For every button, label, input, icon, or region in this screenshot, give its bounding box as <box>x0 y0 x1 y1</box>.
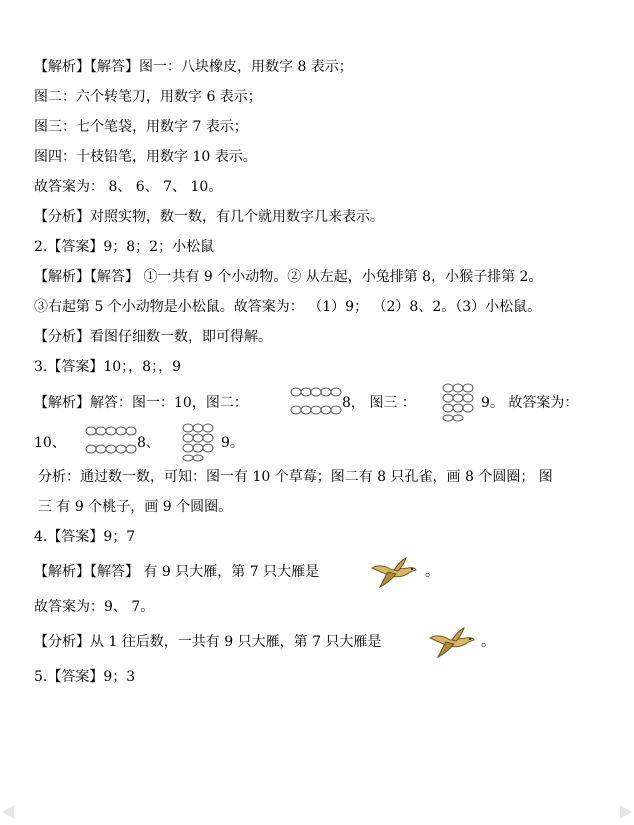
text-line: 4.【答案】9；7 <box>34 529 136 545</box>
text-line: 图四：十枝铅笔，用数字 10 表示。 <box>34 149 257 165</box>
text-line: 10、 <box>34 435 66 451</box>
text-line: 9。 <box>221 435 244 451</box>
flying-goose-icon <box>426 626 476 662</box>
prev-page-arrow-icon[interactable] <box>2 805 14 819</box>
text-line: 三 有 9 个桃子，画 9 个圆圈。 <box>38 499 233 515</box>
circle-group-icon <box>290 385 342 419</box>
text-line: 故答案为：9、 7。 <box>34 599 155 615</box>
text-line: 【分析】看图仔细数一数，即可得解。 <box>34 329 272 345</box>
text-line: 图二：六个转笔刀，用数字 6 表示； <box>34 89 262 105</box>
circle-group-icon <box>85 424 137 458</box>
circle-group-icon <box>442 382 476 422</box>
text-line: 8、 <box>137 435 160 451</box>
text-line: 5.【答案】9；3 <box>34 669 136 685</box>
text-line: 图三：七个笔袋，用数字 7 表示； <box>34 119 248 135</box>
text-line: 【分析】从 1 往后数，一共有 9 只大雁，第 7 只大雁是 <box>34 634 382 650</box>
text-line: 【解析】【解答】 ①一共有 9 个小动物。② 从左起，小兔排第 8，小猴子排第 2。 <box>34 269 543 285</box>
text-line: 8， 图三 ： <box>342 395 416 411</box>
text-line: ③右起第 5 个小动物是小松鼠。故答案为： （1）9； （2）8、2。（3）小松鼠。 <box>34 299 542 315</box>
next-page-arrow-icon[interactable] <box>620 805 632 819</box>
text-line: 【解析】【解答】 有 9 只大雁，第 7 只大雁是 <box>34 564 320 580</box>
text-line: 。 <box>425 564 439 580</box>
text-line: 【分析】对照实物，数一数，有几个就用数字几来表示。 <box>34 209 384 225</box>
text-line: 2.【答案】9；8；2；小松鼠 <box>34 239 215 255</box>
text-line: 3.【答案】10；，8；，9 <box>34 359 181 375</box>
circle-group-icon <box>182 422 216 462</box>
text-line: 9。 故答案为： <box>481 395 579 411</box>
text-line: 。 <box>481 634 495 650</box>
flying-goose-icon <box>368 556 418 592</box>
text-line: 【解析】【解答】图一：八块橡皮，用数字 8 表示； <box>34 59 353 75</box>
text-line: 故答案为： 8、 6、 7、 10。 <box>34 179 223 195</box>
text-line: 分析：通过数一数，可知：图一有 10 个草莓；图二有 8 只孔雀，画 8 个圆圈； 图 <box>38 469 553 485</box>
text-line: 【解析】解答：图一：10，图二： <box>34 395 248 411</box>
